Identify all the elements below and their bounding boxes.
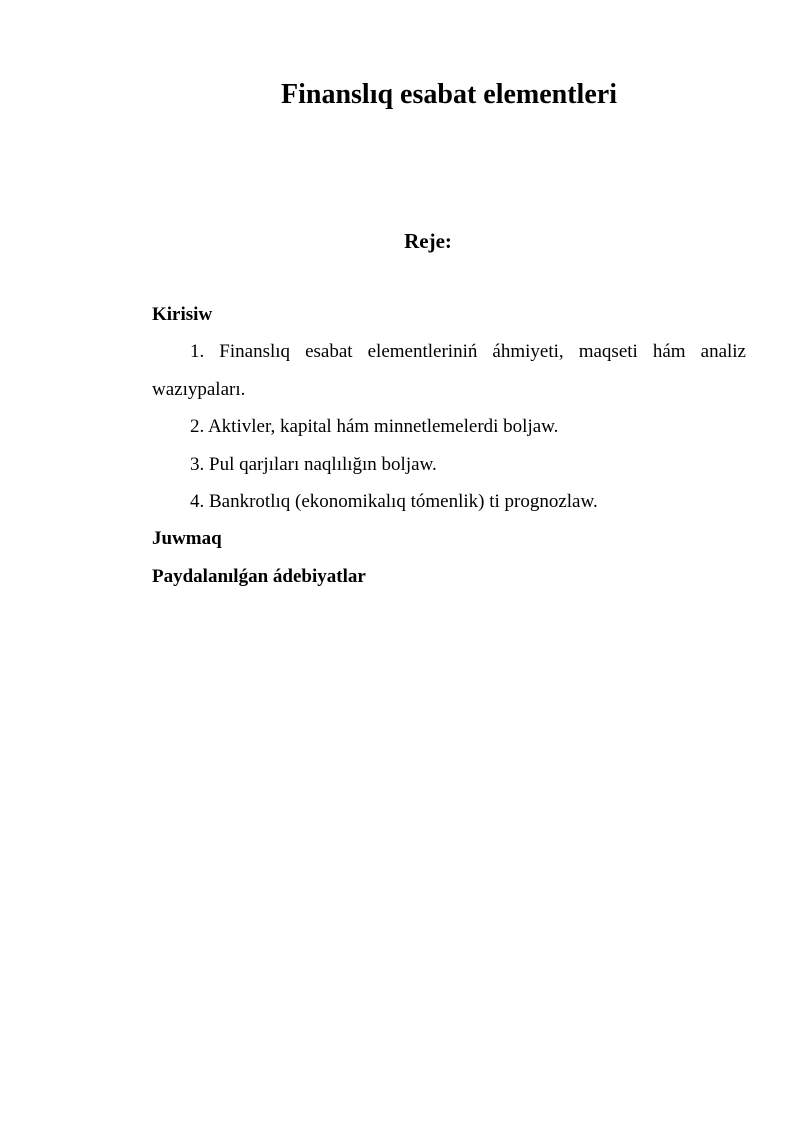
toc-item-2: 2. Aktivler, kapital hám minnetlemelerdi boljaw.: [190, 416, 559, 438]
table-of-contents: [152, 296, 746, 595]
plan-heading: Reje:: [404, 229, 452, 253]
toc-item-1: 1. Finanslıq esabat elementleriniń áhmiyeti, maqseti hám analiz wazıypaları.: [152, 341, 746, 400]
toc-item-4: 4. Bankrotlıq (ekonomikalıq tómenlik) ti prognozlaw.: [190, 491, 598, 513]
toc-references: Paydalanılǵan ádebiyatlar: [152, 565, 366, 587]
toc-item-3: 3. Pul qarjıları naqlılığın boljaw.: [190, 453, 437, 475]
document-title: Finanslıq esabat elementleri: [281, 79, 617, 110]
toc-introduction: Kirisiw: [152, 304, 213, 325]
toc-conclusion: Juwmaq: [152, 528, 222, 550]
